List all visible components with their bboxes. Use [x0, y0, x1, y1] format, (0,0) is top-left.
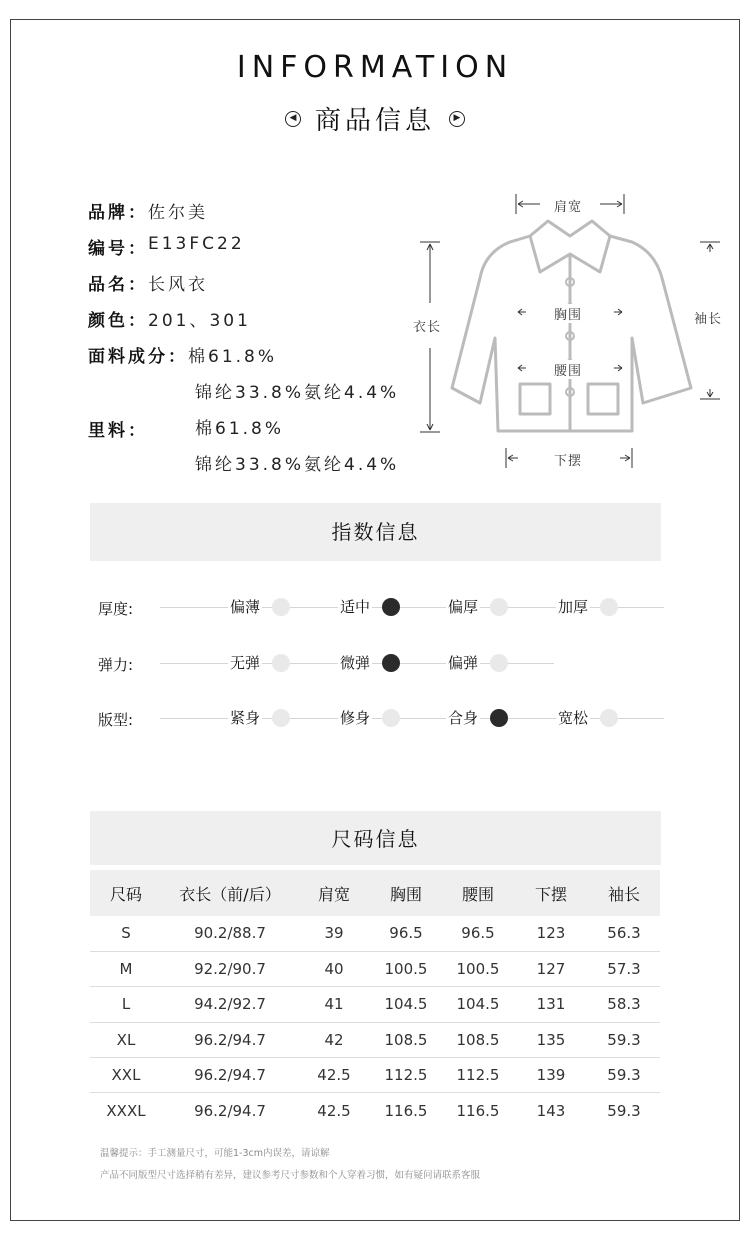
- right-arrow-icon: ▶: [449, 111, 465, 127]
- table-cell: 112.5: [370, 1058, 442, 1093]
- fit-option-label: 宽松: [558, 709, 589, 727]
- chest-label: 胸围: [554, 304, 582, 323]
- elasticity-option-label: 无弹: [230, 654, 261, 672]
- fit-option-label: 合身: [448, 709, 479, 727]
- thickness-option-label: 偏厚: [448, 598, 479, 616]
- table-cell: 116.5: [456, 1101, 500, 1120]
- thickness-option: [556, 596, 618, 617]
- table-cell: 90.2/88.7: [162, 916, 298, 951]
- table-cell: M: [90, 951, 162, 986]
- fabric-value-2: 锦纶33.8%氨纶4.4%: [195, 383, 400, 403]
- table-row: [90, 987, 660, 1022]
- table-cell: 112.5: [442, 1058, 514, 1093]
- color-value: 201、301: [148, 311, 251, 331]
- table-cell: 96.5: [442, 916, 514, 951]
- fit-option: [228, 707, 290, 728]
- table-row: [90, 951, 660, 986]
- table-cell: 41: [298, 987, 370, 1022]
- table-cell: 116.5: [384, 1101, 428, 1120]
- table-cell: 94.2/92.7: [162, 987, 298, 1022]
- thickness-option: [338, 596, 400, 617]
- table-cell: 39: [298, 916, 370, 951]
- elasticity-label: 弹力:: [98, 656, 134, 674]
- table-cell: L: [90, 987, 162, 1022]
- table-row: [90, 1093, 660, 1128]
- header-cell: 胸围: [370, 870, 442, 916]
- fabric-row-2: [195, 378, 399, 403]
- fit-option-label: 紧身: [230, 709, 261, 727]
- table-cell: 59.3: [588, 1058, 660, 1093]
- thickness-option: [446, 596, 508, 617]
- lining-row: [88, 416, 148, 441]
- table-cell: 56.3: [588, 916, 660, 951]
- header-cell: 尺码: [90, 870, 162, 916]
- fit-option: [556, 707, 618, 728]
- table-cell: 96.5: [370, 916, 442, 951]
- table-cell: 100.5: [370, 951, 442, 986]
- option-dot-selected: [490, 709, 508, 727]
- fit-option-label: 修身: [340, 709, 371, 727]
- note-line-2: 产品不同版型尺寸选择稍有差异，建议参考尺寸参数和个人穿着习惯，如有疑问请联系客服: [100, 1170, 481, 1181]
- table-cell: 57.3: [588, 951, 660, 986]
- table-cell: 59.3: [607, 1101, 641, 1120]
- header-cell: 腰围: [442, 870, 514, 916]
- lining-row-2: [195, 450, 399, 475]
- code-value: E13FC22: [148, 234, 245, 254]
- lining-value-1: 棉61.8%: [195, 419, 285, 439]
- coat-illustration: [400, 188, 740, 478]
- elasticity-option-label: 微弹: [340, 654, 371, 672]
- table-cell: 108.5: [370, 1022, 442, 1057]
- elasticity-option: [338, 652, 400, 673]
- code-label: 编号：: [88, 239, 148, 259]
- thickness-option-label: 偏薄: [230, 598, 261, 616]
- size-table-header: [90, 870, 660, 916]
- table-cell: 42: [298, 1022, 370, 1057]
- size-table: [90, 870, 660, 1128]
- option-dot: [272, 598, 290, 616]
- thickness-option: [228, 596, 290, 617]
- header-cell: 下摆: [514, 870, 588, 916]
- elasticity-option-label: 偏弹: [448, 654, 479, 672]
- hem-label: 下摆: [554, 454, 583, 469]
- header-cell: 肩宽: [298, 870, 370, 916]
- thickness-option-label: 加厚: [558, 598, 589, 616]
- length-label: 衣长: [413, 316, 441, 335]
- table-cell: XXXL: [106, 1101, 146, 1120]
- table-cell: 92.2/90.7: [162, 951, 298, 986]
- table-cell: 143: [536, 1101, 566, 1120]
- index-title: 指数信息: [90, 503, 661, 561]
- table-row: [90, 916, 660, 951]
- table-cell: 108.5: [442, 1022, 514, 1057]
- header-cell: 衣长（前/后）: [162, 870, 298, 916]
- table-cell: 104.5: [370, 987, 442, 1022]
- lining-label: 里料：: [88, 421, 148, 441]
- left-arrow-icon: ◀: [285, 111, 301, 127]
- option-dot: [600, 598, 618, 616]
- name-label: 品名：: [88, 275, 148, 295]
- lining-row-1: [195, 414, 284, 439]
- size-title: 尺码信息: [90, 811, 661, 865]
- color-row: [88, 306, 251, 331]
- fit-label: 版型:: [98, 711, 134, 729]
- option-dot: [490, 654, 508, 672]
- table-cell: S: [90, 916, 162, 951]
- name-value: 长风衣: [148, 275, 208, 295]
- title-chinese: 商品信息: [314, 106, 435, 136]
- fabric-label: 面料成分：: [88, 347, 188, 367]
- note-line-1: 温馨提示：手工测量尺寸，可能1-3cm内误差，请谅解: [100, 1148, 330, 1159]
- elasticity-option: [446, 652, 508, 673]
- table-cell: 104.5: [442, 987, 514, 1022]
- table-cell: 127: [514, 951, 588, 986]
- table-cell: 96.2/94.7: [162, 1022, 298, 1057]
- table-cell: 100.5: [442, 951, 514, 986]
- title-english: INFORMATION: [236, 50, 514, 85]
- table-cell: 135: [514, 1022, 588, 1057]
- table-cell: 123: [514, 916, 588, 951]
- option-dot: [272, 654, 290, 672]
- header-cell: 袖长: [588, 870, 660, 916]
- table-cell: 96.2/94.7: [194, 1101, 266, 1120]
- option-dot: [272, 709, 290, 727]
- thickness-label: 厚度:: [98, 600, 134, 618]
- elasticity-row: [98, 652, 668, 676]
- table-cell: 42.5: [317, 1101, 351, 1120]
- lining-value-2: 锦纶33.8%氨纶4.4%: [195, 455, 400, 475]
- table-cell: 42.5: [298, 1058, 370, 1093]
- table-cell: XL: [90, 1022, 162, 1057]
- fit-row: [98, 707, 668, 731]
- table-cell: 131: [514, 987, 588, 1022]
- fit-option: [446, 707, 508, 728]
- option-dot: [600, 709, 618, 727]
- table-cell: XXL: [90, 1058, 162, 1093]
- fabric-row: [88, 342, 277, 367]
- brand-row: [88, 198, 208, 223]
- code-row: [88, 234, 245, 259]
- table-row: [90, 1022, 660, 1057]
- thickness-row: [98, 596, 668, 620]
- table-row: [90, 1058, 660, 1093]
- brand-value: 佐尔美: [148, 203, 208, 223]
- option-dot-selected: [382, 654, 400, 672]
- table-cell: 40: [298, 951, 370, 986]
- fit-option: [338, 707, 400, 728]
- table-cell: 139: [514, 1058, 588, 1093]
- table-cell: 96.2/94.7: [162, 1058, 298, 1093]
- fabric-value-1: 棉61.8%: [188, 347, 278, 367]
- table-cell: 58.3: [588, 987, 660, 1022]
- color-label: 颜色：: [88, 311, 148, 331]
- waist-label: 腰围: [554, 360, 582, 379]
- elasticity-option: [228, 652, 290, 673]
- name-row: [88, 270, 208, 295]
- garment-diagram: [400, 188, 740, 478]
- thickness-option-label: 适中: [340, 598, 371, 616]
- sleeve-label: 袖长: [694, 312, 723, 327]
- brand-label: 品牌：: [88, 203, 148, 223]
- table-cell: 59.3: [588, 1022, 660, 1057]
- shoulder-label: 肩宽: [554, 200, 583, 215]
- option-dot: [382, 709, 400, 727]
- title-chinese-row: [0, 100, 750, 137]
- option-dot-selected: [382, 598, 400, 616]
- option-dot: [490, 598, 508, 616]
